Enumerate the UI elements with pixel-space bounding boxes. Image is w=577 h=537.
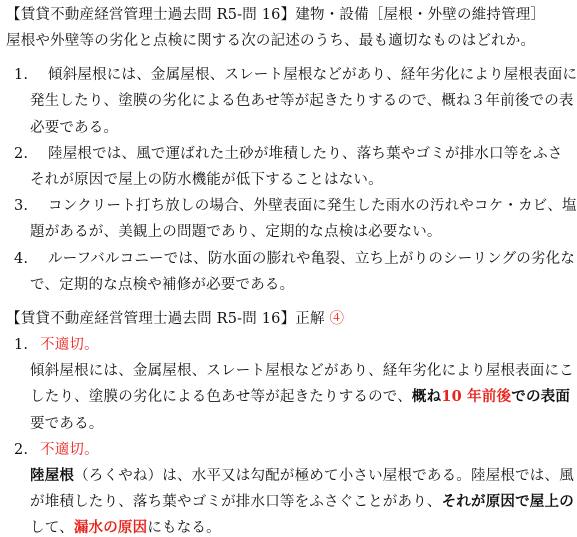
option-number: 4.	[14, 250, 29, 267]
answer-number: 2.	[14, 441, 29, 458]
explanation-emphasis: 概ね	[411, 388, 442, 406]
option-number: 3.	[14, 198, 29, 215]
explanation-text: が堆積したり、落ち葉やゴミが排水口等をふさぐことがあり、	[30, 494, 442, 511]
option-text-line: 発生したり、塗膜の劣化による色あせ等が起きたりするので、概ね３年前後での表	[30, 93, 574, 110]
option-number: 1.	[14, 67, 29, 84]
explanation-line: 傾斜屋根には、金属屋根、スレート屋根などがあり、経年劣化により屋根表面にこ	[30, 363, 574, 380]
option-number: 2.	[14, 145, 29, 162]
explanation-line	[30, 519, 221, 537]
answer-header	[6, 310, 344, 328]
question-header: 【賃貸不動産経営管理士過去問 R5-問 16】建物・設備［屋根・外壁の維持管理］	[6, 7, 546, 23]
answer-verdict: 不適切。	[40, 337, 99, 353]
explanation-highlight: 漏水の原因	[73, 519, 148, 537]
explanation-line: 要である。	[30, 415, 104, 432]
option-text-line: コンクリート打ち放しの場合、外壁表面に発生した雨水の汚れやコケ・カビ、塩	[48, 198, 577, 215]
option-text-line: で、定期的な点検や補修が必要である。	[30, 276, 295, 293]
answer-number: 1.	[14, 337, 29, 353]
option-text-line: 必要である。	[30, 119, 119, 136]
answer-header-text: 【賃貸不動産経営管理士過去問 R5-問 16】正解	[6, 310, 325, 327]
answer-verdict: 不適切。	[40, 441, 99, 458]
explanation-line	[30, 493, 574, 511]
option-text-line: 題があるが、美観上の問題であり、定期的な点検は必要ない。	[30, 224, 442, 241]
explanation-emphasis: 陸屋根	[30, 467, 75, 484]
correct-answer-badge: ④	[329, 310, 345, 327]
option-text-line: それが原因で屋上の防水機能が低下することはない。	[30, 172, 383, 188]
question-prompt: 屋根や外壁等の劣化と点検に関する次の記述のうち、最も適切なものはどれか。	[6, 33, 536, 50]
explanation-text: して、	[30, 520, 74, 537]
explanation-text: にもなる。	[147, 520, 221, 537]
option-text-line: 陸屋根では、風で運ばれた土砂が堆積したり、落ち葉やゴミが排水口等をふさ	[48, 145, 563, 162]
option-text-line: ルーフバルコニーでは、防水面の膨れや亀裂、立ち上がりのシーリングの劣化な	[48, 250, 576, 267]
explanation-text: （ろくやね）は、水平又は勾配が極めて小さい屋根である。陸屋根では、風	[74, 468, 574, 484]
option-text-line: 傾斜屋根には、金属屋根、スレート屋根などがあり、経年劣化により屋根表面に	[48, 67, 577, 84]
explanation-line	[30, 388, 570, 406]
explanation-text: したり、塗膜の劣化による色あせ等が起きたりするので、	[30, 389, 412, 406]
explanation-line	[30, 467, 574, 485]
explanation-emphasis: それが原因で屋上の	[441, 493, 574, 511]
explanation-emphasis: での表面	[511, 388, 571, 406]
explanation-highlight: 10 年前後	[441, 388, 512, 406]
